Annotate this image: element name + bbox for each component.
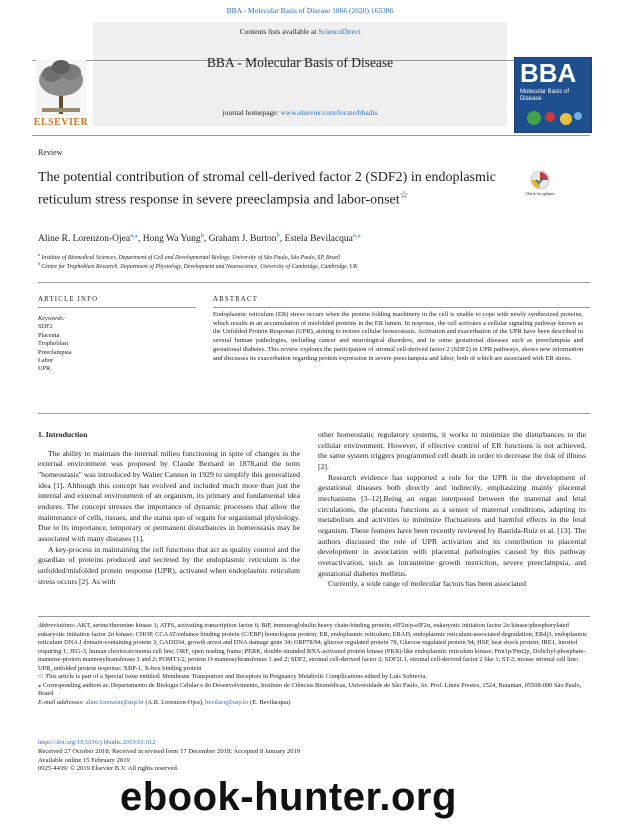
homepage-line bbox=[93, 108, 507, 117]
keyword: Placenta bbox=[38, 331, 60, 339]
body-paragraph: A key-process in maintaining the cell functions that act as quality control and the guardian of proteins produced and secreted by the endoplasmic reticulum is the unfolded/misfolded protein response (UPR), activated when endoplasmic reticulum stress occurs [2]. As with bbox=[38, 544, 300, 586]
abbreviations-note bbox=[38, 622, 590, 673]
abstract-text: Endoplasmic reticulum (ER) stress occurs when the protein folding machinery in the cell is unable to cope with newly synthesized proteins, which results in an accumulation of misfolded proteins in the ER lumen. In response, the cell activates a cellular signaling pathway known as the Unfolded Protein Response (UPR), aiming to restore cellular homeostasis. Activation and exacerbation of the UPR have been described in several human pathologies, including cancer and neurological disorders, and in some gestational diseases such as preeclampsia and gestational diabetes. This review explores the participation of stromal cell-derived factor 2 (SDF2) in UPR pathways, shows new information and discusses its exacerbation regarding protein expression in severe preeclampsia and labor, both of which are associated with ER stress. bbox=[213, 311, 583, 362]
abstract-heading: ABSTRACT bbox=[213, 296, 259, 303]
email-link[interactable]: bevilacq@usp.br bbox=[205, 698, 249, 706]
affiliation-key: a bbox=[38, 252, 41, 257]
article-info-heading: ARTICLE INFO bbox=[38, 296, 99, 303]
publication-info bbox=[38, 739, 358, 774]
contents-line bbox=[93, 27, 507, 36]
body-paragraph: Currently, a wide range of molecular factors has been associated bbox=[328, 579, 527, 589]
author-name: Aline R. Lorenzon-Ojea bbox=[38, 234, 131, 245]
affiliation-text: Institute of Biomedical Sciences, Department of Cell and Developmental Biology, University of São Paulo, São Paulo, SP, Brazil bbox=[41, 254, 341, 261]
body-paragraph: Research evidence has supported a role for the UPR in the development of gestational diseases both directly and indirectly, emphasizing mainly placental mechanisms [3–12].Being an organ interposed between the maternal and fetal circulations, the placenta functions as a sensor of maternal conditions, adapting its metabolism and activities to minimize fluctuations and harmful effects in the fetal organism. These features have been recently reviewed by Bastida-Ruiz et al. [13]. The authors discussed the role of UPR activation and its contribution to placental development in association with placental pathologies caused by this pathway overactivation, such as intrauterine growth restriction, severe preeclampsia, and gestational diabetes mellitus. bbox=[318, 472, 586, 578]
body-paragraph: other homeostatic regulatory systems, it works to minimize the disturbances to the cellular environment. However, if effective control of ER functions is not achieved, the same system triggers programmed cell death in order to decrease the risk of illness [2]. bbox=[318, 430, 586, 471]
author-affiliation-mark[interactable]: b bbox=[200, 232, 204, 239]
body-paragraph: The ability to maintain the internal milieu functioning in spite of changes in the external environment was proposed by Claude Bernard in 1878,and the term "homeostasis" was introduced by Walter Cannon in 1929 to simplify this generalized idea [1]. Although this concept has evolved and included much more than just the internal and external environment of an organism, its primary and fundamental idea endures. The concept stresses the importance of dynamic processes that allow the maintenance of cells, tissues, and the status quo of organs for organismal physiology. Due to its importance, temporary or permanent disturbances in homeostasis may be associated with many diseases [1]. bbox=[38, 448, 300, 543]
body-column-left bbox=[38, 430, 300, 587]
elsevier-tree-logo bbox=[32, 22, 90, 130]
email-label: E-mail addresses: bbox=[38, 698, 85, 706]
homepage-prefix: journal homepage: bbox=[222, 108, 281, 117]
sciencedirect-link[interactable]: ScienceDirect bbox=[318, 27, 361, 36]
affiliation-key: b bbox=[38, 261, 41, 266]
article-title-text: The potential contribution of stromal cell-derived factor 2 (SDF2) in endoplasmic reticulum stress response in severe preeclampsia and labor-onset bbox=[38, 170, 496, 208]
author-affiliation-mark[interactable]: a,⁎ bbox=[352, 232, 361, 239]
contents-prefix: Contents lists available at bbox=[239, 27, 319, 36]
keyword: Labor bbox=[38, 357, 54, 365]
divider bbox=[38, 307, 196, 308]
article-title bbox=[38, 169, 498, 209]
cover-artwork bbox=[520, 108, 586, 128]
keywords-block bbox=[38, 315, 188, 374]
elsevier-wordmark: ELSEVIER bbox=[33, 117, 89, 128]
history-line: Received 27 October 2018; Received in revised form 17 December 2018; Accepted 8 January 2019 bbox=[38, 747, 301, 755]
body-column-right bbox=[318, 430, 586, 590]
keyword: Trophoblast bbox=[38, 340, 69, 348]
homepage-link[interactable]: www.elsevier.com/locate/bbadis bbox=[280, 108, 378, 117]
copyright-line: 0925-4439/ © 2019 Elsevier B.V. All rights reserved. bbox=[38, 765, 179, 773]
email-note bbox=[38, 699, 590, 708]
cover-subtitle: Molecular Basis of Disease bbox=[520, 89, 570, 102]
title-footnote-mark[interactable]: ☆ bbox=[399, 189, 409, 201]
abbreviations-label: Abbreviations: bbox=[38, 622, 76, 629]
divider bbox=[213, 307, 590, 308]
cover-title: BBA bbox=[520, 58, 577, 88]
available-online-line: Available online 15 February 2019 bbox=[38, 756, 130, 764]
journal-reference[interactable]: BBA - Molecular Basis of Disease 1866 (2020) 165386 bbox=[226, 6, 394, 15]
article-type: Review bbox=[38, 148, 63, 157]
footnotes bbox=[38, 622, 590, 707]
corresponding-author-note: ⁎ Corresponding authors at: Departamento de Biologia Celular e do Desenvolvimento, Instituto de Ciências Biomédicas, Universidade de São Paulo, Av. Prof. Lineu Prestes, 1524, Butantan, 05508-000 São Paulo, Brazil bbox=[38, 681, 582, 698]
masthead-frame bbox=[32, 60, 590, 136]
author-list: Aline R. Lorenzon-Ojea$^{a,⁎}$, Hong Wa Yung$^b$, Graham J. Burton$^b$, Estela Bevilacqua$^{a,⁎}$ bbox=[38, 232, 361, 245]
keyword: Preeclampsia bbox=[38, 348, 72, 356]
abbreviations-text: AKT, serine/threonine kinase 1; ATF6, activating transcription factor 6; BiP, immunoglobulin heavy chain-binding protein; eIF2α/p-eIF2α, eukaryotic initiation factor 2α kinase/phosphorylated eukaryotic initiation factor 2α kinase; CHOP, CCAAT/enhance binding protein (C/EBP) homologous protein; ER, endoplasmic reticulum; ERAD, endoplasmic reticulum-associated degradation; ERdj3, endoplasmic reticulum DNA J domain-containing protein 3; GADD34, growth arrest and DNA damage gene 34; GRP78/94, glucose regulated protein 78, Glucose regulated protein 94; HSP, heat shock protein; IRE1, inositol requiring 1; JEG-3, human choriocarcinoma cell line; ORF, open reading frame; PERK, double-stranded RNA-activated protein kinase (PKR)-like endoplasmic reticulum kinase; Pmt1p/Pmt2p, Dolichyl-phosphate-mannose-protein mannosyltransferase 1 and 2; POMT1/2, protein O-mannosyltransferase 1 and 2; SDF2, stromal cell-derived factor 2; SDF2L1, stromal cell-derived factor 2 like 1; ST-2, mouse stromal cell line; UPR, unfolded protein response; XBP-1, X-box binding protein bbox=[38, 622, 587, 672]
doi-link[interactable]: https://doi.org/10.1016/j.bbadis.2019.01.012 bbox=[38, 739, 156, 746]
affiliation-text: Centre for Trophoblast Research, Department of Physiology, Development and Neuroscience, University of Cambridge, Cambridge, UK bbox=[41, 263, 358, 270]
affiliation-a bbox=[38, 252, 598, 261]
watermark-text: ebook-hunter.org bbox=[120, 775, 457, 819]
keywords-label: Keywords: bbox=[38, 315, 66, 322]
special-issue-note: ☆ This article is part of a Special Issue entitled: Membrane Transporters and Receptors in Pregnancy Metabolic Complications edited by Luís Sobrevia. bbox=[38, 673, 427, 681]
crossmark-label: Check for updates bbox=[525, 191, 555, 196]
author-affiliation-mark[interactable]: b bbox=[276, 232, 280, 239]
section-heading: 1. Introduction bbox=[38, 430, 88, 439]
email-link[interactable]: aline.lorenzon@usp.br bbox=[85, 698, 144, 706]
divider bbox=[38, 413, 590, 414]
journal-title: BBA - Molecular Basis of Disease bbox=[206, 55, 394, 70]
email-owner: (E. Bevilacqua). bbox=[248, 698, 292, 706]
author-affiliation-mark[interactable]: a,⁎ bbox=[130, 232, 139, 239]
footnote-divider bbox=[38, 616, 590, 617]
email-owner: (A.R. Lorenzon-Ojea), bbox=[143, 698, 206, 706]
author-name: Hong Wa Yung bbox=[142, 234, 201, 245]
keyword: SDF2 bbox=[38, 323, 53, 331]
divider bbox=[38, 282, 590, 283]
author-name: Graham J. Burton bbox=[208, 234, 277, 245]
affiliation-b bbox=[38, 261, 598, 270]
keyword: UPR bbox=[38, 365, 51, 373]
author-name: Estela Bevilacqua bbox=[284, 234, 353, 245]
